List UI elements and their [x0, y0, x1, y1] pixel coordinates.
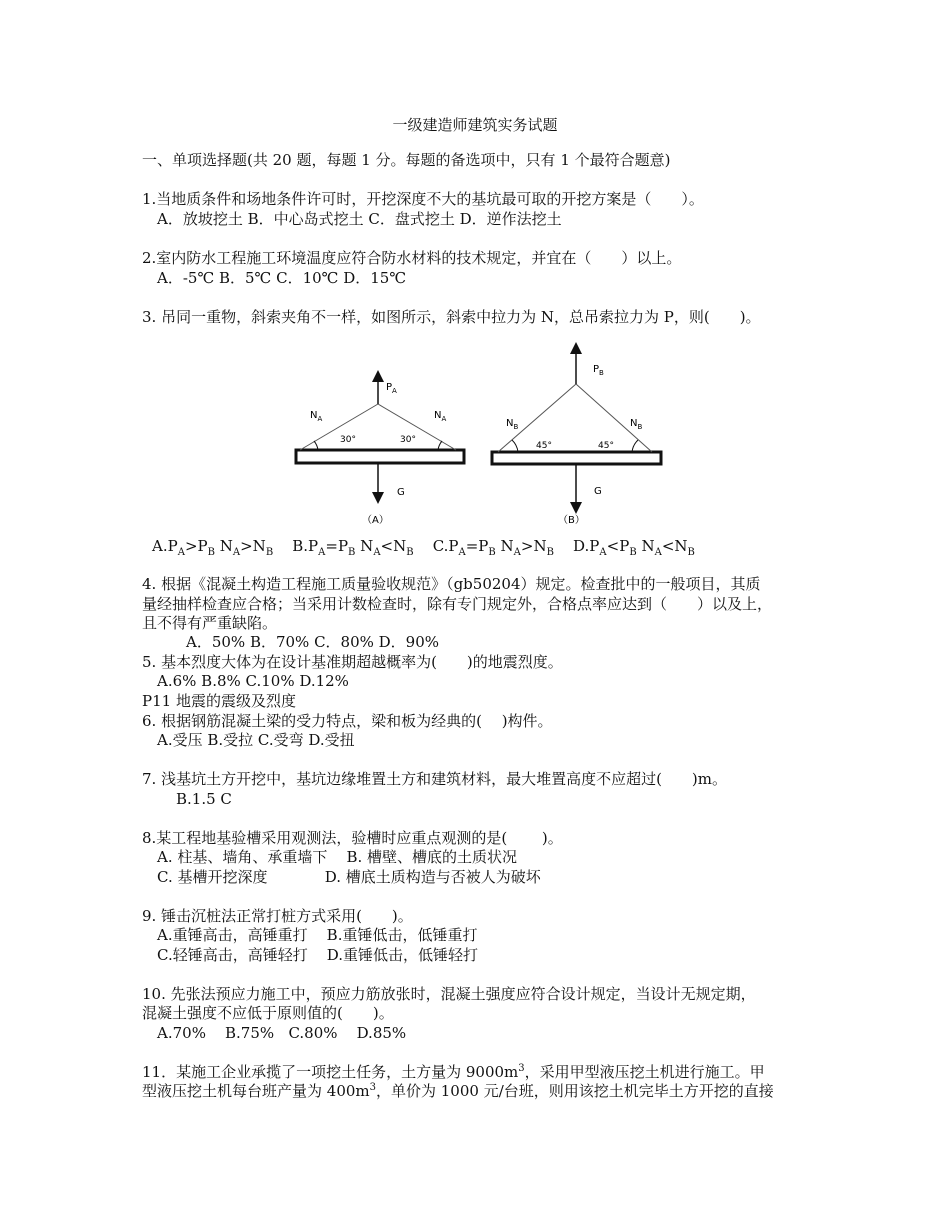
label-g-a: G — [397, 487, 405, 498]
q3-option-a: $A.P_A>P_B$ $N_A>N_B$ — [152, 537, 274, 558]
q3-option-d: $D.P_A<P_B$ $N_A<N_B$ — [573, 537, 695, 558]
question-3-stem: 3. 吊同一重物，斜索夹角不一样，如图所示，斜索中拉力为 N，总吊索拉力为 P，则( )。 — [142, 308, 761, 326]
label-n-b-left: $N_B$ — [506, 418, 519, 431]
question-3-options — [152, 536, 695, 556]
caption-b: （B） — [558, 515, 585, 526]
question-8-options-2: C. 基槽开挖深度 D. 槽底土质构造与否被人为破坏 — [157, 868, 541, 886]
question-10-line-1: 10. 先张法预应力施工中，预应力筋放张时，混凝土强度应符合设计规定，当设计无规定期， — [142, 985, 756, 1003]
question-2-stem: 2.室内防水工程施工环境温度应符合防水材料的技术规定，并宜在（ ）以上。 — [142, 249, 682, 267]
question-4-options: A．50% B．70% C．80% D．90% — [186, 633, 440, 651]
angle-arc-b-right — [632, 440, 638, 452]
question-10-line-2: 混凝土强度不应低于原则值的( )。 — [142, 1004, 394, 1022]
sling-force-figure — [0, 338, 950, 538]
question-8-stem: 8.某工程地基验槽采用观测法，验槽时应重点观测的是( )。 — [142, 829, 563, 847]
beam-b — [492, 452, 661, 464]
question-4-line-1: 4. 根据《混凝土构造工程施工质量验收规范》（gb50204）规定。检查批中的一般项目，其质 — [142, 575, 761, 593]
page-title: 一级建造师建筑实务试题 — [392, 116, 558, 134]
q3-option-c: $C.P_A=P_B$ $N_A>N_B$ — [432, 537, 554, 558]
sling-b-right — [576, 384, 652, 452]
question-6-stem: 6. 根据钢筋混凝土梁的受力特点，梁和板为经典的( )构件。 — [142, 712, 553, 730]
question-2-options: A．-5℃ B．5℃ C．10℃ D．15℃ — [157, 269, 407, 287]
angle-label-b-right: 45° — [598, 441, 614, 451]
label-n-a-right: $N_A$ — [434, 410, 447, 423]
question-5-options: A.6% B.8% C.10% D.12% — [157, 672, 349, 690]
question-8-options-1: A. 柱基、墙角、承重墙下 B. 槽壁、槽底的土质状况 — [157, 848, 518, 866]
question-10-options: A.70% B.75% C.80% D.85% — [157, 1024, 407, 1042]
caption-a: （A） — [362, 515, 389, 526]
question-1-options: A．放坡挖土 B．中心岛式挖土 C．盘式挖土 D．逆作法挖土 — [157, 210, 562, 228]
question-4-line-2: 量经抽样检查应合格；当采用计数检查时，除有专门规定外，合格点率应达到（ ）以及上， — [142, 595, 773, 613]
question-7-options: B.1.5 C — [176, 790, 232, 808]
sling-a-right — [378, 404, 456, 450]
angle-arc-b-left — [512, 440, 518, 452]
angle-label-b-left: 45° — [536, 441, 552, 451]
section-heading: 一、单项选择题(共 20 题，每题 1 分。每题的备选项中，只有 1 个最符合题意) — [142, 151, 671, 169]
q3-option-b: $B.P_A=P_B$ $N_A<N_B$ — [292, 537, 414, 558]
label-n-b-right: $N_B$ — [630, 418, 643, 431]
angle-label-a-left: 30° — [340, 435, 356, 445]
question-11-line-1: 11．某施工企业承揽了一项挖土任务，土方量为 $9000m^3$，采用甲型液压挖土机进行施工。甲 — [142, 1063, 765, 1081]
label-p-a: $P_A$ — [386, 382, 397, 395]
question-9-options-1: A.重锤高击，高锤重打 B.重锤低击，低锤重打 — [157, 926, 478, 944]
label-n-a-left: $N_A$ — [310, 410, 323, 423]
angle-label-a-right: 30° — [400, 435, 416, 445]
question-11-line-2: 型液压挖土机每台班产量为 $400m^3$，单价为 1000 元/台班，则用该挖土机完毕土方开挖的直接 — [142, 1082, 774, 1100]
question-1-stem: 1.当地质条件和场地条件许可时，开挖深度不大的基坑最可取的开挖方案是（ ）。 — [142, 190, 704, 208]
figure-b — [492, 348, 661, 526]
question-5-stem: 5. 基本烈度大体为在设计基准期超越概率为( )的地震烈度。 — [142, 653, 563, 671]
question-7-stem: 7. 浅基坑土方开挖中，基坑边缘堆置土方和建筑材料，最大堆置高度不应超过( )m。 — [142, 770, 728, 788]
question-5-note: P11 地震的震级及烈度 — [142, 692, 296, 710]
beam-a — [296, 450, 464, 463]
question-9-options-2: C.轻锤高击，高锤轻打 D.重锤低击，低锤轻打 — [157, 946, 479, 964]
label-g-b: G — [594, 486, 602, 497]
question-9-stem: 9. 锤击沉桩法正常打桩方式采用( )。 — [142, 907, 413, 925]
label-p-b: $P_B$ — [593, 364, 604, 377]
question-4-line-3: 且不得有严重缺陷。 — [142, 614, 278, 632]
figure-a — [296, 376, 464, 526]
question-6-options: A.受压 B.受拉 C.受弯 D.受扭 — [157, 731, 355, 749]
